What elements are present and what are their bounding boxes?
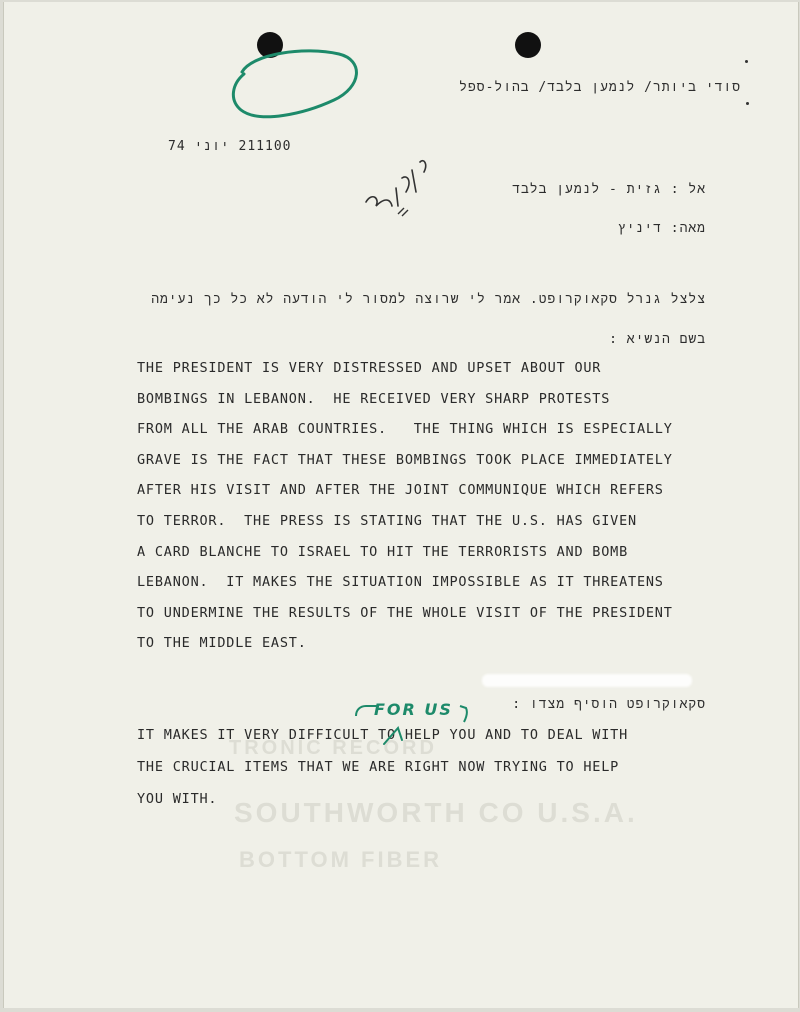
handwritten-insertion: FOR US [374, 700, 453, 719]
margin-dot-bottom [746, 102, 749, 105]
correction-fluid-strip [482, 674, 692, 687]
green-circle-mark [233, 51, 356, 117]
message-line: BOMBINGS IN LEBANON. HE RECEIVED VERY SHARP PROTESTS [137, 390, 611, 407]
handwritten-initials-icon [366, 161, 426, 206]
message-line: TO UNDERMINE THE RESULTS OF THE WHOLE VISIT OF THE PRESIDENT [137, 604, 673, 621]
added-line: IT MAKES IT VERY DIFFICULT TO HELP YOU AND TO DEAL WITH [137, 727, 629, 743]
message-line: TO THE MIDDLE EAST. [137, 635, 307, 652]
scowcroft-addition [137, 725, 737, 821]
quote-label: בשם הנשיא : [609, 332, 706, 347]
punch-hole-right [515, 32, 541, 58]
message-line: LEBANON. IT MAKES THE SITUATION IMPOSSIBLE AS IT THREATENS [137, 574, 664, 591]
document-page [3, 2, 799, 1008]
added-line: YOU WITH. [137, 791, 218, 807]
bleed-through-1: TRONIC RECORD [229, 737, 437, 759]
bleed-through-3: BOTTOM FIBER [239, 847, 443, 872]
added-line: THE CRUCIAL ITEMS THAT WE ARE RIGHT NOW TRYING TO HELP [137, 759, 620, 775]
sender-line: מאה: דיניץ [617, 221, 706, 236]
message-line: TO TERROR. THE PRESS IS STATING THAT THE U.S. HAS GIVEN [137, 512, 637, 529]
message-line: THE PRESIDENT IS VERY DISTRESSED AND UPSET ABOUT OUR [137, 360, 602, 376]
bleed-through-2: SOUTHWORTH CO U.S.A. [234, 797, 638, 828]
message-line: FROM ALL THE ARAB COUNTRIES. THE THING WHICH IS ESPECIALLY [137, 421, 673, 438]
message-line: A CARD BLANCHE TO ISRAEL TO HIT THE TERRORISTS AND BOMB [137, 543, 629, 560]
message-line: GRAVE IS THE FACT THAT THESE BOMBINGS TOOK PLACE IMMEDIATELY [137, 451, 673, 468]
recipient-line: אל : גזית - לנמען בלבד [512, 182, 706, 197]
president-message [137, 358, 737, 664]
added-label: סקאוקרופט הוסיף מצדו : [512, 697, 706, 712]
punch-hole-left [257, 32, 283, 58]
margin-dot-top [745, 60, 748, 63]
dateline: 211100 יוני 74 [168, 139, 292, 154]
handwritten-ticks-icon [398, 208, 408, 216]
intro-line: צלצל גנרל סקאוקרופט. אמר לי שרוצה למסור לי הודעה לא כל כך נעימה [151, 292, 706, 307]
classification-line: סודי ביותר/ לנמען בלבד/ בהול-ספל [459, 80, 741, 95]
message-line: AFTER HIS VISIT AND AFTER THE JOINT COMMUNIQUE WHICH REFERS [137, 482, 664, 499]
